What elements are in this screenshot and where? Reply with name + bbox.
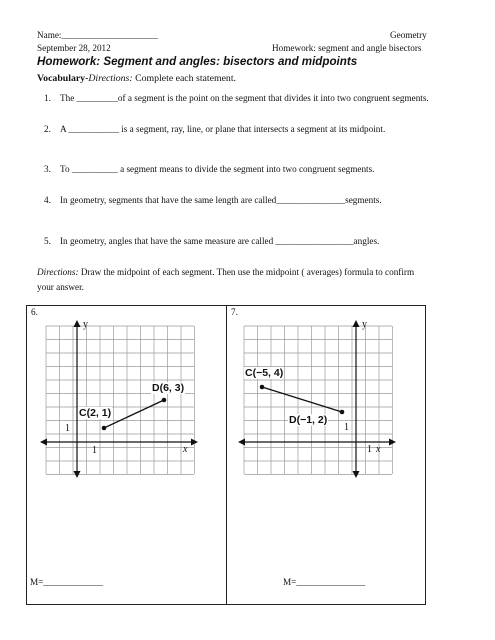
point-d-label: D(−1, 2) [289,414,328,426]
question-number: 1. [44,93,51,103]
point-d-label: D(6, 3) [152,382,185,394]
y-unit-label: 1 [344,422,349,433]
answer-field-7[interactable]: M=_______________ [283,577,366,587]
segment-cd [104,400,164,428]
question-3 [44,164,374,174]
directions-text: Complete each statement. [132,73,236,84]
problem-6-number: 6. [31,307,38,317]
x-axis-arrow-left [238,439,245,446]
vocabulary-heading [37,73,236,84]
x-unit-label: 1 [367,444,372,455]
question-text: In geometry, angles that have the same measure are called _________________angles. [60,236,380,246]
question-number: 2. [44,124,51,134]
directions-text: Draw the midpoint of each segment. Then use the midpoint ( averages) formula to confirm [78,267,415,277]
question-number: 3. [44,164,51,174]
point-c-label: C(−5, 4) [245,367,284,379]
x-axis-label: x [183,444,188,455]
y-axis-label: y [83,319,88,330]
question-text: To __________ a segment means to divide the segment into two congruent segments. [60,164,375,174]
question-1 [44,93,429,103]
point-c [260,385,265,390]
question-5 [44,236,379,246]
page-title: Homework: Segment and angles: bisectors and midpoints [37,55,358,68]
question-text: The _________of a segment is the point on the segment that divides it into two congruent segments. [60,93,429,103]
question-text: A ___________ is a segment, ray, line, or plane that intersects a segment at its midpoint. [60,124,386,134]
directions-label: Directions: [88,73,133,84]
point-c-label: C(2, 1) [79,407,112,419]
question-4 [44,195,382,205]
date-label: September 28, 2012 [37,43,111,53]
segment-cd [262,387,342,412]
question-number: 4. [44,195,51,205]
answer-field-6[interactable]: M=_____________ [30,577,104,587]
homework-label: Homework: segment and angle bisectors [272,43,422,53]
y-axis-arrow-up [353,320,360,327]
point-d [340,410,345,415]
point-d [162,398,167,403]
question-2 [44,124,385,134]
coordinate-graph-6 [38,318,200,480]
x-axis-arrow-left [40,439,47,446]
y-axis-arrow-up [74,320,81,327]
subject-label: Geometry [390,30,427,40]
grid-lines [46,326,195,475]
directions-line-2: your answer. [37,282,84,292]
point-c [102,426,107,431]
directions-line-1 [37,267,414,277]
problem-7-number: 7. [231,307,238,317]
y-unit-label: 1 [65,423,70,434]
name-field[interactable]: Name:_____________________ [37,30,158,40]
coordinate-graph-7 [236,318,398,480]
directions-label: Directions: [37,267,79,277]
y-axis-label: y [362,319,367,330]
x-axis-label: x [376,444,381,455]
vocabulary-label: Vocabulary- [37,73,89,84]
question-number: 5. [44,236,51,246]
question-text: In geometry, segments that have the same length are called_______________segments. [60,195,382,205]
x-unit-label: 1 [92,445,97,456]
